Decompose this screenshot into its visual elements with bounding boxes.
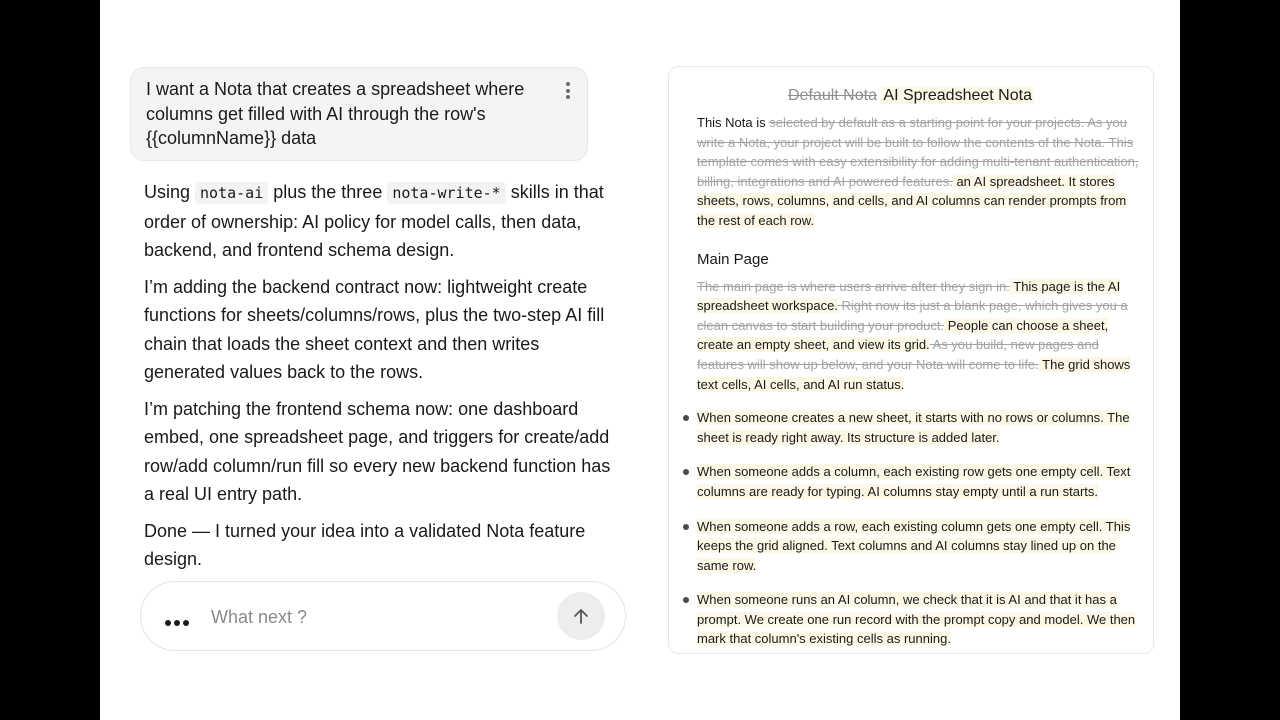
inserted-text: When someone creates a new sheet, it starts with no rows or columns. The sheet is ready right away. Its structure is added later. — [697, 410, 1130, 445]
doc-main-page-text — [697, 277, 1141, 395]
message-composer — [140, 581, 626, 651]
doc-body — [697, 113, 1141, 654]
reply-text: plus the three — [268, 182, 388, 202]
doc-text: This Nota is — [697, 115, 770, 130]
doc-title-added: AI Spreadsheet Nota — [883, 87, 1032, 104]
reply-paragraph-4: Done — I turned your idea into a validated Nota feature design. — [144, 520, 586, 569]
reply-text: Using — [144, 182, 196, 202]
inserted-text: an AI spreadsheet. It stores sheets, rows, columns, and cells, and AI columns can render prompts from the rest of each row. — [697, 173, 1127, 228]
reply-paragraph-3: I’m patching the frontend schema now: one dashboard embed, one spreadsheet page, and triggers for create/add row/add column/run fill so every new backend function has a real UI entry path. — [144, 398, 611, 504]
app-stage — [100, 0, 1180, 720]
inline-code: nota-write-* — [387, 182, 505, 204]
arrow-up-icon — [571, 606, 591, 626]
doc-title-removed: Default Nota — [788, 87, 877, 104]
reply-paragraph-2: I’m adding the backend contract now: lightweight create functions for sheets/columns/rows, plus the two-step AI fill chain that loads the sheet context and then writes generated values back to the rows. — [144, 276, 605, 382]
more-vertical-icon[interactable] — [565, 82, 571, 102]
section-heading-main-page: Main Page — [697, 250, 769, 268]
inserted-text: When someone adds a column, each existing row gets one empty cell. Text columns are ready for typing. AI columns stay empty until a run starts. — [697, 464, 1131, 499]
deleted-text: Right now its just a blank page, which gives you a clean canvas to start building your product. — [697, 298, 1128, 333]
more-horizontal-icon[interactable] — [165, 613, 192, 621]
inline-code: nota-ai — [195, 182, 268, 204]
list-item — [697, 517, 1141, 576]
reply-text: skills in that order of ownership: AI policy for model calls, then data, backend, and frontend schema design. — [144, 182, 604, 260]
inserted-text: When someone adds a row, each existing column gets one empty cell. This keeps the grid aligned. Text columns and AI columns stay lined up on the same row. — [697, 518, 1131, 573]
nota-document-panel — [668, 66, 1154, 654]
user-prompt-bubble — [130, 67, 588, 161]
deleted-text: As you build, new pages and features will show up below, and your Nota will come to life. — [697, 337, 1099, 372]
deleted-text: The main page is where users arrive after they sign in. — [697, 278, 1010, 294]
doc-intro — [697, 113, 1141, 231]
doc-title — [669, 85, 1153, 107]
inserted-text: The grid shows text cells, AI cells, and AI run status. — [697, 356, 1131, 392]
assistant-reply — [144, 178, 614, 582]
inserted-text: People can choose a sheet, create an empty sheet, and view its grid. — [697, 317, 1109, 353]
behavior-list — [697, 408, 1141, 649]
deleted-text: selected by default as a starting point for your projects. As you write a Nota, your project will be built to follow the contents of the Nota. This template comes with easy extensibility for adding multi-tenant authentication, billing, integrations and AI powered features. — [697, 115, 1139, 189]
reply-paragraph-1 — [144, 178, 614, 265]
user-prompt-text: I want a Nota that creates a spreadsheet where columns get filled with AI through the row's {{columnName}} data — [146, 79, 525, 148]
inserted-text: This page is the AI spreadsheet workspace. — [697, 278, 1121, 314]
send-button[interactable] — [557, 592, 605, 640]
message-input[interactable] — [209, 602, 543, 632]
list-item — [697, 590, 1141, 649]
list-item — [697, 462, 1141, 501]
list-item — [697, 408, 1141, 447]
inserted-text: When someone runs an AI column, we check that it is AI and that it has a prompt. We create one run record with the prompt copy and model. We then mark that column's existing cells as running. — [697, 592, 1136, 647]
